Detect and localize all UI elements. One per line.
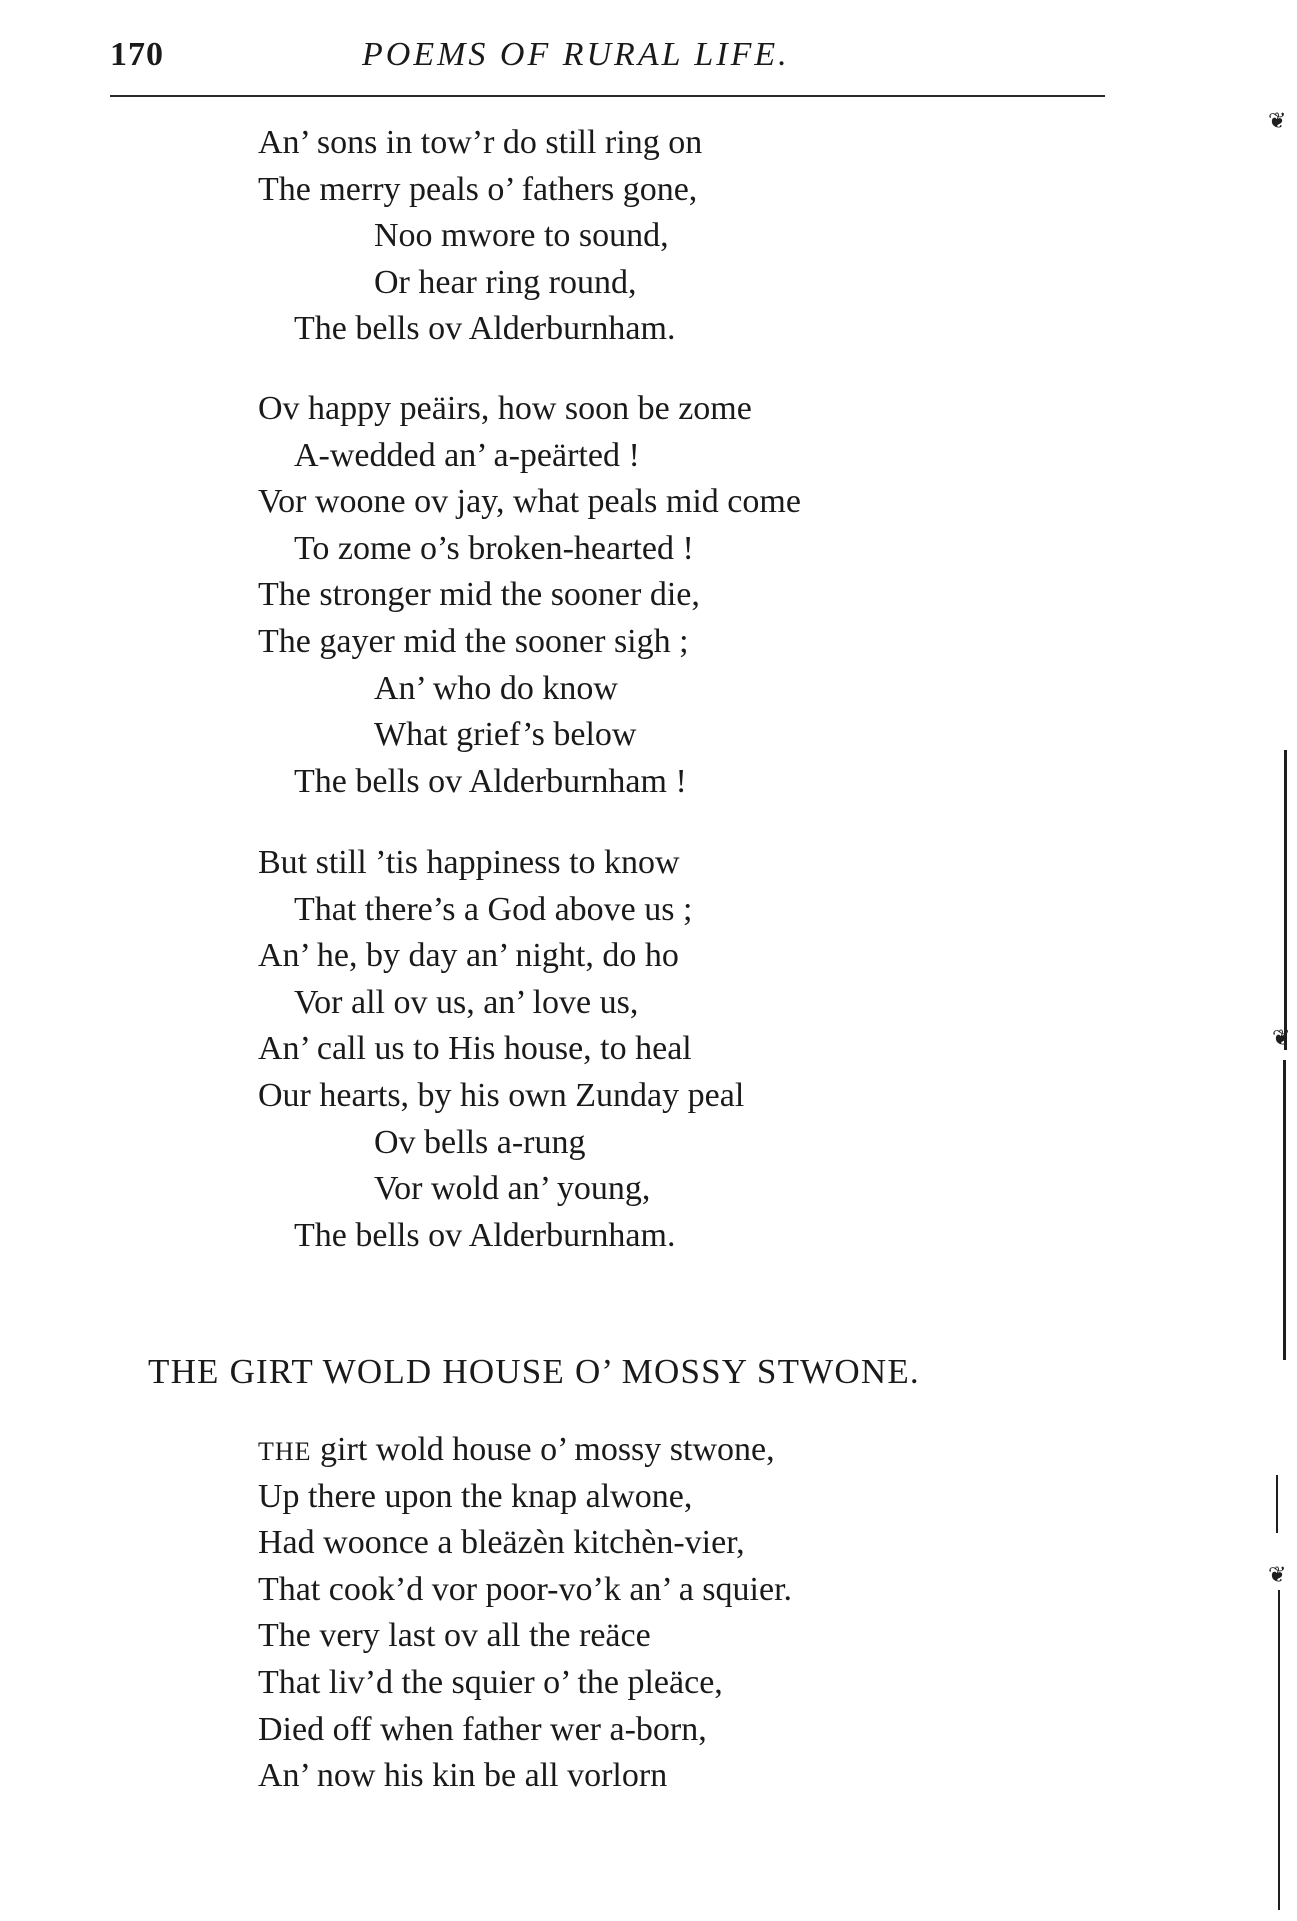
edge-line-bottom [1278, 1590, 1280, 1910]
running-head [110, 36, 1110, 86]
verse-line: Up there upon the knap alwone, [258, 1477, 693, 1515]
verse-line-first [258, 1427, 1058, 1474]
running-title: POEMS OF RURAL LIFE. [362, 36, 790, 73]
verse-line: Or hear ring round, [374, 263, 637, 301]
verse-line: The very last ov all the reäce [258, 1617, 651, 1655]
verse-line: To zome o’s broken-hearted ! [294, 529, 694, 567]
edge-line-upper [1284, 750, 1287, 1050]
edge-line-lower [1276, 1475, 1278, 1533]
verse-line: Noo mwore to sound, [374, 217, 669, 255]
verse-line: Ov bells a-rung [374, 1123, 586, 1161]
page-number: 170 [110, 36, 164, 73]
verse-line: Vor wold an’ young, [374, 1170, 651, 1208]
refrain-line: The bells ov Alderburnham. [294, 310, 676, 348]
stanza-2 [258, 386, 1058, 805]
verse-line: Had woonce a bleäzèn kitchèn-vier, [258, 1524, 745, 1562]
verse-line: Died off when father wer a-born, [258, 1710, 707, 1748]
verse-line: The stronger mid the sooner die, [258, 576, 700, 614]
verse-line: Our hearts, by his own Zunday peal [258, 1076, 745, 1114]
new-poem-stanza [258, 1427, 1058, 1800]
edge-line-mid [1283, 1060, 1286, 1360]
verse-line: That there’s a God above us ; [294, 890, 693, 928]
verse-line: An’ call us to His house, to heal [258, 1030, 692, 1068]
refrain-line: The bells ov Alderburnham. [294, 1216, 676, 1254]
verse-line: But still ’tis happiness to know [258, 844, 680, 881]
verse-line: What grief’s below [374, 716, 637, 754]
verse-line: An’ sons in tow’r do still ring on [258, 124, 703, 161]
verse-line: An’ who do know [374, 669, 618, 707]
verse-line: That liv’d the squier o’ the pleäce, [258, 1663, 723, 1701]
ornament-icon: ❦ [1268, 1562, 1287, 1587]
verse-line: The gayer mid the sooner sigh ; [258, 622, 689, 660]
verse-line: That cook’d vor poor-vo’k an’ a squier. [258, 1570, 793, 1608]
verse-line: The merry peals o’ fathers gone, [258, 170, 698, 208]
drop-word: THE [258, 1437, 312, 1466]
first-line-text: girt wold house o’ mossy stwone, [311, 1431, 775, 1468]
verse-line: An’ he, by day an’ night, do ho [258, 937, 679, 975]
refrain-line: The bells ov Alderburnham ! [294, 762, 687, 800]
ornament-icon: ❦ [1268, 108, 1287, 133]
ornament-icon: ❦ [1272, 1025, 1291, 1050]
verse-line: Vor woone ov jay, what peals mid come [258, 483, 801, 521]
stanza-1 [258, 120, 1058, 353]
verse-line: An’ now his kin be all vorlorn [258, 1757, 668, 1795]
verse-line: A-wedded an’ a-peärted ! [294, 436, 640, 474]
poem-title: THE GIRT WOLD HOUSE O’ MOSSY STWONE. [148, 1352, 920, 1391]
header-rule [110, 95, 1105, 97]
verse-line: Ov happy peäirs, how soon be zome [258, 390, 752, 427]
stanza-3 [258, 840, 1058, 1259]
verse-line: Vor all ov us, an’ love us, [294, 983, 639, 1021]
